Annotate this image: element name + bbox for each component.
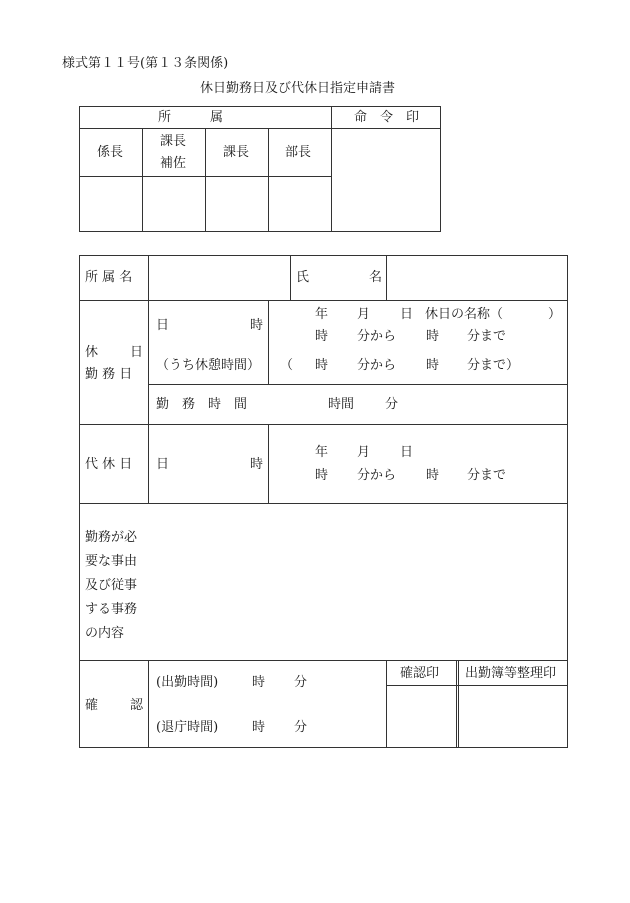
reason-label-line3: 及び従事 (85, 578, 138, 593)
cd-day: 日 (400, 445, 414, 460)
hw-holiday-name-label: 休日の名称（ (425, 307, 504, 322)
assistant-header-line1: 課長 (160, 134, 187, 149)
reason-label-line2: 要な事由 (85, 554, 138, 569)
form-title: 休日勤務日及び代休日指定申請書 (200, 81, 396, 96)
cd-minute-to: 分まで (467, 468, 507, 483)
section-head-seal-cell[interactable] (206, 177, 267, 231)
holiday-work-label-line1: 休 (85, 345, 99, 360)
cd-datetime-label-b: 時 (250, 457, 264, 472)
holiday-work-label-line1b: 日 (130, 345, 144, 360)
reason-label-line4: する事務 (85, 602, 138, 617)
affiliation-header: 所 属 (158, 110, 224, 125)
assistant-header-line2: 補佐 (160, 156, 187, 171)
cd-minute-from: 分から (357, 468, 397, 483)
cd-hour-from: 時 (315, 468, 329, 483)
holiday-work-label-line2: 勤 務 日 (85, 367, 133, 382)
cd-month: 月 (357, 445, 371, 460)
hw-datetime-label-b: 時 (250, 318, 264, 333)
hw-work-hours-label: 勤 務 時 間 (156, 397, 248, 412)
name-field[interactable] (388, 257, 566, 298)
reason-label-line1: 勤務が必 (85, 530, 138, 545)
name-label: 氏 (296, 270, 310, 285)
dept-head-header: 部長 (285, 145, 312, 160)
affiliation-field[interactable] (150, 257, 288, 298)
dept-head-seal-cell[interactable] (269, 177, 330, 231)
leave-hour: 時 (252, 720, 266, 735)
attend-time-label: (出勤時間) (156, 675, 219, 690)
hw-break-label: （うち休憩時間） (156, 358, 261, 373)
confirm-seal-header: 確認印 (400, 666, 440, 681)
hw-hours-unit: 時間 (328, 397, 355, 412)
assistant-seal-cell[interactable] (143, 177, 204, 231)
chief-header: 係長 (97, 145, 124, 160)
confirm-label-a: 確 (85, 698, 99, 713)
hw-day: 日 (400, 307, 414, 322)
hw-minutes-unit: 分 (385, 397, 399, 412)
hw-month: 月 (357, 307, 371, 322)
order-seal-header: 命 令 印 (354, 110, 420, 125)
chief-seal-cell[interactable] (80, 177, 141, 231)
cd-hour-to: 時 (426, 468, 440, 483)
section-head-header: 課長 (223, 145, 250, 160)
compensatory-label: 代 休 日 (85, 457, 133, 472)
confirm-seal-cell[interactable] (388, 687, 455, 746)
hw-break-hour-to: 時 (426, 358, 440, 373)
order-seal-cell[interactable] (332, 129, 440, 231)
hw-break-minute-from: 分から (357, 358, 397, 373)
register-seal-cell[interactable] (460, 687, 566, 746)
hw-hour-to: 時 (426, 329, 440, 344)
hw-break-minute-to: 分まで） (467, 358, 520, 373)
reason-field[interactable] (150, 505, 566, 658)
reason-label-line5: の内容 (85, 626, 125, 641)
affiliation-label: 所 属 名 (85, 270, 133, 285)
cd-datetime-label-a: 日 (156, 457, 170, 472)
hw-year: 年 (315, 307, 329, 322)
hw-minute-to: 分まで (467, 329, 507, 344)
hw-minute-from: 分から (357, 329, 397, 344)
cd-year: 年 (315, 445, 329, 460)
leave-time-label: (退庁時間) (156, 720, 219, 735)
hw-break-open: （ (280, 358, 294, 373)
form-number: 様式第１１号(第１３条関係) (62, 56, 229, 71)
hw-holiday-name-close: ） (548, 307, 562, 322)
hw-break-hour-from: 時 (315, 358, 329, 373)
leave-minute: 分 (294, 720, 308, 735)
hw-datetime-label-a: 日 (156, 318, 170, 333)
attend-minute: 分 (294, 675, 308, 690)
name-label-2: 名 (369, 270, 383, 285)
confirm-label-b: 認 (130, 698, 144, 713)
hw-hour-from: 時 (315, 329, 329, 344)
attend-hour: 時 (252, 675, 266, 690)
register-seal-header: 出勤簿等整理印 (465, 666, 557, 681)
